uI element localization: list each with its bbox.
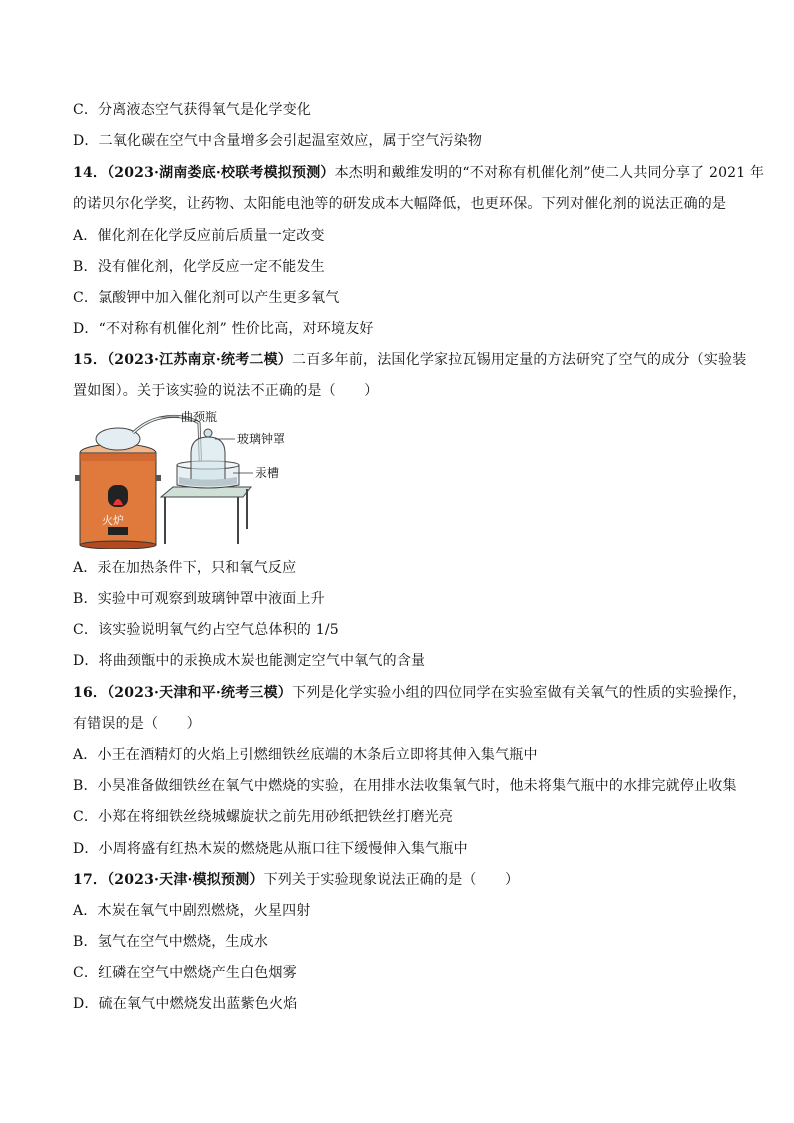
option-c-q16: C．小郑在将细铁丝绕城螺旋状之前先用砂纸把铁丝打磨光亮 bbox=[73, 809, 454, 825]
option-a-q15: A．汞在加热条件下，只和氧气反应 bbox=[73, 560, 297, 576]
lavoisier-apparatus-figure bbox=[73, 409, 303, 549]
option-d-q17: D．硫在氧气中燃烧发出蓝紫色火焰 bbox=[73, 996, 298, 1012]
option-b-q17: B．氢气在空气中燃烧，生成水 bbox=[73, 934, 269, 950]
option-c-q15: C．该实验说明氧气约占空气总体积的 1/5 bbox=[73, 622, 339, 638]
option-d-q15: D．将曲颈甑中的汞换成木炭也能测定空气中氧气的含量 bbox=[73, 653, 426, 669]
question-number: 16． bbox=[73, 685, 108, 701]
option-d-q13: D．二氧化碳在空气中含量增多会引起温室效应，属于空气污染物 bbox=[73, 133, 483, 149]
question-text: 二百多年前，法国化学家拉瓦锡用定量的方法研究了空气的成分（实验装 bbox=[292, 352, 747, 368]
question-15-stem-cont: 置如图）。关于该实验的说法不正确的是（ ） bbox=[73, 383, 379, 399]
option-b-q15: B．实验中可观察到玻璃钟罩中液面上升 bbox=[73, 591, 325, 607]
question-source: （2023·天津·模拟预测） bbox=[107, 872, 264, 888]
label-furnace: 火炉 bbox=[102, 514, 124, 527]
label-trough: 汞槽 bbox=[255, 466, 280, 480]
option-a-q17: A．木炭在氧气中剧烈燃烧，火星四射 bbox=[73, 903, 311, 919]
question-15-stem bbox=[73, 350, 746, 370]
option-c-q17: C．红磷在空气中燃烧产生白色烟雾 bbox=[73, 965, 297, 981]
option-d-q14: D．“不对称有机催化剂” 性价比高，对环境友好 bbox=[73, 321, 374, 337]
question-number: 15． bbox=[73, 352, 108, 368]
apparatus-diagram bbox=[73, 409, 303, 549]
question-17-stem bbox=[73, 870, 519, 890]
label-bell-jar: 玻璃钟罩 bbox=[237, 432, 286, 446]
question-text: 下列关于实验现象说法正确的是（ ） bbox=[263, 872, 520, 888]
question-source: （2023·天津和平·统考三模） bbox=[107, 685, 293, 701]
question-text: 下列是化学实验小组的四位同学在实验室做有关氧气的性质的实验操作， bbox=[292, 685, 747, 701]
table-top bbox=[161, 487, 251, 497]
option-c-q13: C．分离液态空气获得氧气是化学变化 bbox=[73, 102, 312, 118]
question-number: 14． bbox=[73, 165, 108, 181]
glass-bell-jar bbox=[191, 437, 225, 479]
question-14-stem-cont: 的诺贝尔化学奖，让药物、太阳能电池等的研发成本大幅降低，也更环保。下列对催化剂的说法正确的是 bbox=[73, 196, 727, 212]
question-14-stem bbox=[73, 163, 764, 183]
option-d-q16: D．小周将盛有红热木炭的燃烧匙从瓶口往下缓慢伸入集气瓶中 bbox=[73, 841, 468, 857]
option-c-q14: C．氯酸钾中加入催化剂可以产生更多氧气 bbox=[73, 290, 340, 306]
question-source: （2023·江苏南京·统考二模） bbox=[107, 352, 293, 368]
option-b-q14: B．没有催化剂，化学反应一定不能发生 bbox=[73, 259, 325, 275]
question-16-stem bbox=[73, 683, 746, 703]
label-retort: 曲颈瓶 bbox=[181, 410, 218, 424]
option-a-q16: A．小王在酒精灯的火焰上引燃细铁丝底端的木条后立即将其伸入集气瓶中 bbox=[73, 747, 538, 763]
question-source: （2023·湖南娄底·校联考模拟预测） bbox=[107, 165, 335, 181]
question-16-stem-cont: 有错误的是（ ） bbox=[73, 716, 201, 732]
question-number: 17． bbox=[73, 872, 108, 888]
option-b-q16: B．小昊准备做细铁丝在氧气中燃烧的实验，在用排水法收集氧气时，他未将集气瓶中的水排完就停止收集 bbox=[73, 778, 737, 794]
question-text: 本杰明和戴维发明的“不对称有机催化剂”使二人共同分享了 2021 年 bbox=[334, 165, 765, 181]
option-a-q14: A．催化剂在化学反应前后质量一定改变 bbox=[73, 228, 325, 244]
